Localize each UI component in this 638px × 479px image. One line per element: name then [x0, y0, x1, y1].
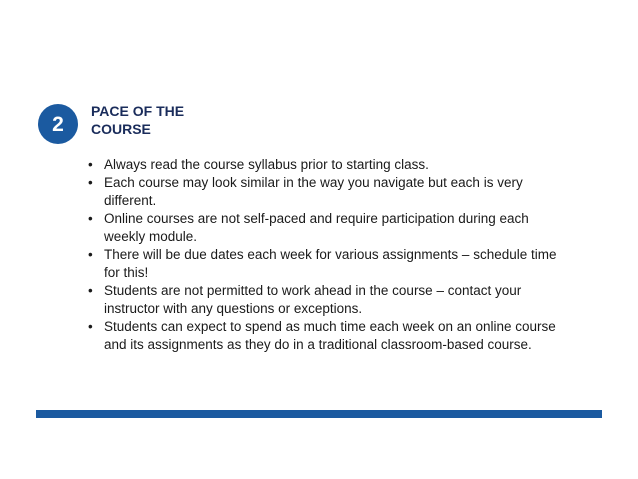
bullet-dot: • [88, 211, 93, 226]
bullet-list [88, 156, 558, 354]
bottom-divider [36, 410, 602, 418]
bullet-dot: • [88, 157, 93, 172]
bullet-item [88, 282, 558, 318]
bullet-text: There will be due dates each week for various assignments – schedule time for this! [104, 247, 557, 280]
section-number: 2 [52, 112, 64, 136]
section-number-badge [38, 104, 78, 144]
bullet-item [88, 156, 558, 174]
bullet-text: Each course may look similar in the way you navigate but each is very different. [104, 175, 523, 208]
bullet-text: Students are not permitted to work ahead in the course – contact your instructor with any questions or exceptions. [104, 283, 522, 316]
section-title-line-2: COURSE [91, 121, 151, 137]
bullet-dot: • [88, 247, 93, 262]
bullet-text: Online courses are not self-paced and require participation during each weekly module. [104, 211, 529, 244]
section-title [91, 102, 291, 138]
bullet-dot: • [88, 319, 93, 334]
bullet-item [88, 174, 558, 210]
bullet-text: Always read the course syllabus prior to starting class. [104, 157, 429, 172]
bullet-dot: • [88, 175, 93, 190]
bullet-item [88, 210, 558, 246]
bullet-item [88, 246, 558, 282]
bullet-text: Students can expect to spend as much time each week on an online course and its assignments as they do in a traditional classroom-based course. [104, 319, 556, 352]
bullet-dot: • [88, 283, 93, 298]
bullet-item [88, 318, 558, 354]
section-title-line-1: PACE OF THE [91, 103, 185, 119]
